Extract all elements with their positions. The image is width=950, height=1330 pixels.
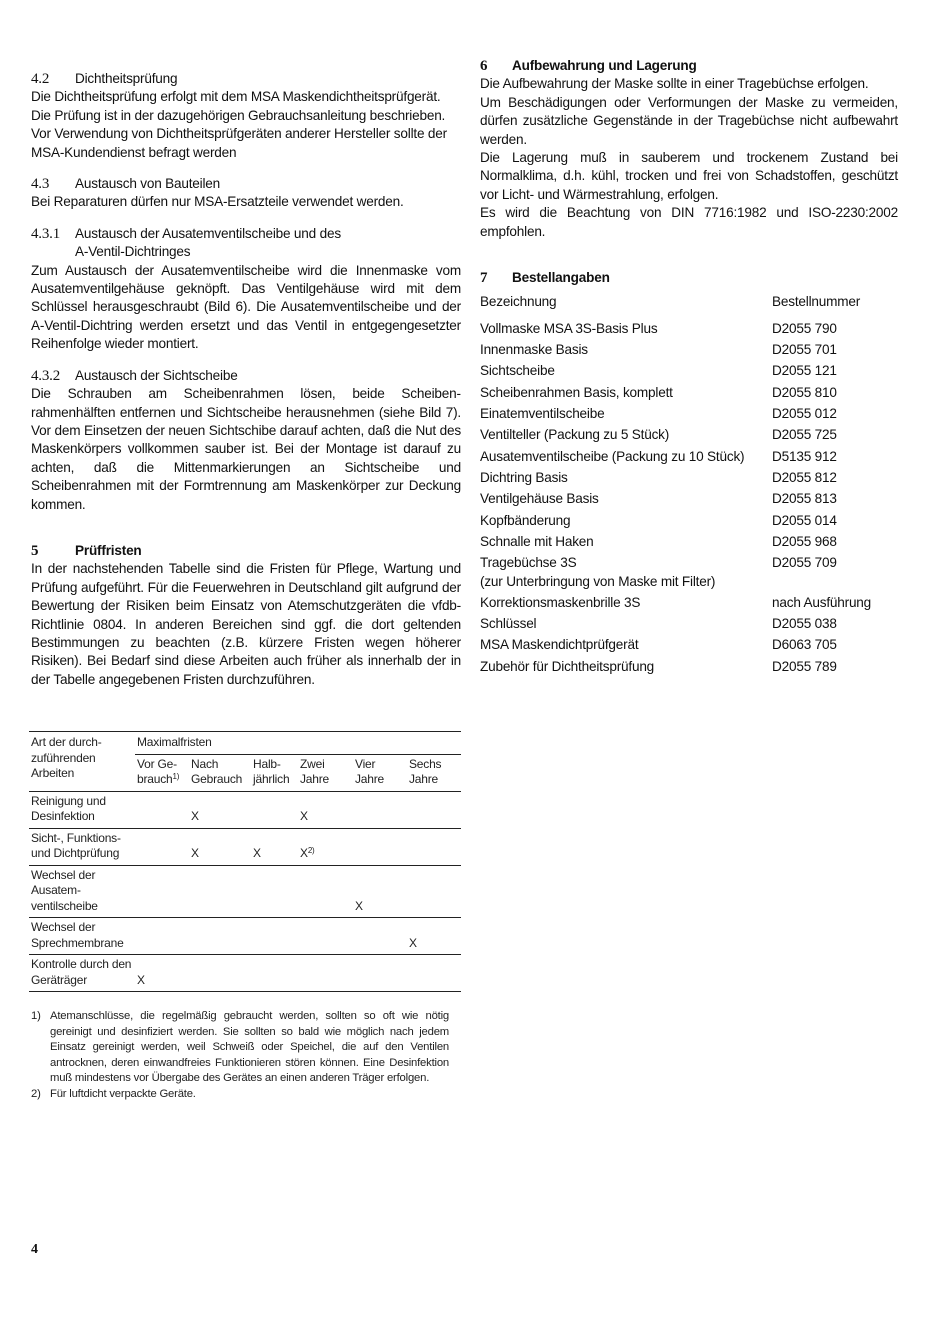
section-7-heading [480, 269, 898, 287]
right-column [480, 57, 898, 679]
table-cell [298, 955, 353, 992]
table-cell [135, 918, 189, 955]
table-column-header: Halb- jährlich [251, 754, 298, 791]
table-cell [298, 865, 353, 918]
table-cell [407, 828, 461, 865]
item-order-number: D2055 012 [772, 406, 837, 422]
item-name: Schnalle mit Haken [480, 533, 594, 549]
table-cell: X [189, 828, 251, 865]
list-item [480, 490, 898, 508]
section-title: Aufbewahrung und Lagerung [512, 58, 697, 73]
section-5-heading [31, 542, 461, 560]
item-name: Sichtscheibe [480, 363, 555, 379]
item-name: Zubehör für Dichtheitsprüfung [480, 658, 655, 674]
item-order-number: D2055 701 [772, 342, 837, 358]
text-line: Die Dichtheitsprüfung erfolgt mit dem MSA Maskendichtheitsprüfgerät. [31, 89, 441, 105]
list-item [480, 362, 898, 380]
table-row [29, 791, 461, 828]
item-order-number: D2055 709 [772, 555, 837, 571]
item-name: MSA Maskendichtprüfgerät [480, 637, 639, 653]
section-6-paragraph: Es wird die Beachtung von DIN 7716:1982 und ISO-2230:2002 empfohlen. [480, 205, 898, 239]
table-column-header: Vor Ge- brauch$^{1)}$ [135, 754, 189, 791]
list-item [480, 512, 898, 530]
table-column-header: Zwei Jahre [298, 754, 353, 791]
table-cell: X [407, 918, 461, 955]
table-cell [353, 791, 407, 828]
page-number: 4 [31, 1242, 38, 1257]
left-column [31, 70, 461, 689]
section-title: Austausch der Ausatemventilscheibe und des [75, 225, 341, 241]
table-cell [189, 955, 251, 992]
item-name: Ausatemventilscheibe (Packung zu 10 Stück) [480, 448, 745, 464]
item-order-number: D2055 789 [772, 658, 837, 674]
table-row [29, 865, 461, 918]
table-cell [251, 865, 298, 918]
section-number: 7 [480, 270, 488, 287]
table-cell [135, 828, 189, 865]
item-name: Kopfbänderung [480, 512, 571, 528]
item-order-number: D2055 790 [772, 320, 837, 336]
table-cell [353, 828, 407, 865]
footnotes [31, 1009, 449, 1103]
section-title: Austausch von Bauteilen [75, 176, 221, 192]
item-order-number: D2055 810 [772, 384, 837, 400]
list-item [480, 615, 898, 633]
section-title: Prüffristen [75, 542, 142, 558]
table-cell [407, 955, 461, 992]
text-line: Die Prüfung ist in der dazugehörigen Gebrauchsanleitung beschrieben. [31, 107, 446, 123]
item-order-number: D2055 968 [772, 533, 837, 549]
list-item [480, 320, 898, 338]
item-order-number: D2055 812 [772, 469, 837, 485]
list-item [480, 594, 898, 612]
section-4-3-1-text: Zum Austausch der Ausatemventilscheibe wird die Innenmaske vom Ausatemventilgehäuse geknöpft. Das Ventilgehäuse wird mit dem Schlüssel herausgeschraubt (Bild 6). Die Ausatemventilscheibe und der A-Ventil-Dichtring werden ersetzt und das Ventil in entgegengesetzter Reihenfolge wieder montiert. [31, 262, 461, 352]
table-cell: X [353, 865, 407, 918]
item-name: Tragebüchse 3S (zur Unterbringung von Maske mit Filter) [480, 555, 716, 589]
column-header-number: Bestellnummer [772, 294, 861, 310]
list-item [480, 636, 898, 654]
item-order-number: D5135 912 [772, 448, 837, 464]
list-item [480, 469, 898, 487]
item-name: Schlüssel [480, 616, 537, 632]
table-cell [189, 918, 251, 955]
section-6-paragraph: Um Beschädigungen oder Verformungen der Maske zu vermeiden, dürfen zusätzliche Gegenstände in der Tragebüchse nicht aufbewahrt werden. [480, 94, 898, 147]
list-item [480, 384, 898, 402]
list-item [480, 341, 898, 359]
section-title: Dichtheitsprüfung [75, 71, 178, 86]
section-6-paragraph: Die Lagerung muß in sauberem und trockenem Zustand bei Normalklima, d.h. kühl, trocken und frei von Schadstoffen, geschützt vor Licht- und Wärmestrahlung, erfolgen. [480, 150, 898, 202]
footnote: 1) Atemanschlüsse, die regelmäßig gebraucht werden, sollten so oft wie nötig gereinigt und desinfiziert werden. Sie sollten so bald wie möglich nach jedem Einsatz gereinigt werden, weil Schweiß oder Speichel, die auf den Ventilen antrocknen, deren einwandfreies Funktionieren stören können. Eine Desinfektion muß mindestens vor Übergabe des Gerätes an einen anderen Träger erfolgen. [31, 1010, 449, 1085]
list-item [480, 658, 898, 676]
row-label: Wechsel der Sprechmembrane [29, 918, 135, 955]
table-header-row [29, 732, 461, 755]
section-number: 4.3.2 [31, 367, 61, 384]
section-4-3-1-heading [31, 225, 461, 262]
table-header-max-intervals: Maximalfristen [135, 732, 461, 755]
table-cell [298, 918, 353, 955]
item-name: Innenmaske Basis [480, 342, 588, 358]
item-name: Dichtring Basis [480, 469, 568, 485]
list-item [480, 554, 898, 591]
section-4-2-heading [31, 70, 461, 88]
item-name: Ventilgehäuse Basis [480, 491, 599, 507]
section-title: Austausch der Sichtscheibe [75, 367, 238, 383]
table-column-header: Sechs Jahre [407, 754, 461, 791]
table-cell [407, 791, 461, 828]
list-item [480, 533, 898, 551]
item-order-number: D2055 121 [772, 363, 837, 379]
table-cell [353, 955, 407, 992]
table-cell [135, 865, 189, 918]
table-cell [135, 791, 189, 828]
text-line: MSA-Kundendienst befragt werden [31, 144, 237, 160]
section-number: 4.2 [31, 71, 50, 87]
table-cell [251, 791, 298, 828]
item-order-number: nach Ausführung [772, 594, 872, 610]
column-header-name: Bezeichnung [480, 294, 557, 310]
table-cell: X [298, 791, 353, 828]
table-row [29, 955, 461, 992]
item-order-number: D2055 038 [772, 616, 837, 632]
table-row [29, 918, 461, 955]
section-4-3-text: Bei Reparaturen dürfen nur MSA-Ersatzteile verwendet werden. [31, 194, 404, 210]
section-title: Bestellangaben [512, 270, 610, 286]
table-cell [407, 865, 461, 918]
table-cell [353, 918, 407, 955]
table-cell [189, 865, 251, 918]
item-name: Einatemventilscheibe [480, 406, 605, 422]
item-name: Ventilteller (Packung zu 5 Stück) [480, 427, 670, 443]
section-4-3-heading [31, 175, 461, 193]
order-list [480, 320, 898, 676]
table-cell: X [189, 791, 251, 828]
table-header-work: Art der durch- zuführenden Arbeiten [29, 732, 135, 792]
item-name: Vollmaske MSA 3S-Basis Plus [480, 320, 658, 336]
order-list-header [480, 293, 898, 311]
table-cell [251, 955, 298, 992]
section-4-3-2-text: Die Schrauben am Scheibenrahmen lösen, beide Scheibenrahmenhälften entfernen und Sichtscheibe herausnehmen (siehe Bild 7). Vor dem Einsetzen der neuen Sichtschibe darauf achten, daß die Nut des Maskenkörpers vollkommen sauber ist. Bei der Montage ist darauf zu achten, daß die Mittenmarkierungen an Sichtscheibe und Scheibenrahmen mit der Formtrennung am Maskenkörper zur Deckung kommen. [31, 386, 461, 512]
section-4-2-text [31, 88, 461, 162]
text-line: Vor Verwendung von Dichtheitsprüfgeräten anderer Hersteller sollte der [31, 126, 447, 142]
item-name: Korrektionsmaskenbrille 3S [480, 594, 641, 610]
item-order-number: D6063 705 [772, 637, 837, 653]
section-4-3-2-heading [31, 367, 461, 385]
footnote: 2) Für luftdicht verpackte Geräte. [31, 1087, 196, 1100]
list-item [480, 448, 898, 466]
table-row [29, 828, 461, 865]
row-label: Reinigung und Desinfektion [29, 791, 135, 828]
section-6-paragraph: Die Aufbewahrung der Maske sollte in einer Tragebüchse erfolgen. [480, 76, 869, 92]
section-number: 6 [480, 58, 488, 74]
row-label: Wechsel der Ausatem- ventilscheibe [29, 865, 135, 918]
section-6-heading [480, 57, 898, 75]
table-cell [251, 918, 298, 955]
item-name: Scheibenrahmen Basis, komplett [480, 384, 673, 400]
item-order-number: D2055 813 [772, 491, 837, 507]
table-cell: $X^{2)}$ [298, 828, 353, 865]
item-order-number: D2055 014 [772, 512, 837, 528]
table-column-header: Nach Gebrauch [189, 754, 251, 791]
section-number: 4.3 [31, 176, 50, 193]
table-cell: X [251, 828, 298, 865]
section-number: 5 [31, 542, 39, 559]
section-5-text: In der nachstehenden Tabelle sind die Fristen für Pflege, Wartung und Prüfung aufgeführt. Für die Feuerwehren in Deutschland gilt aufgrund der Bewertung der Risiken beim Einsatz von Atemschutzgeräten die vfdb-Richtlinie 0804. In anderen Bereichen sind ggf. die dort geltenden Bestimmungen zu beachten (z.B. kürzere Fristen wegen höherer Risiken). Bei Bedarf sind diese Arbeiten auch früher als innerhalb der in der Tabelle angegebenen Fristen durchzuführen. [31, 561, 461, 687]
table-cell: X [135, 955, 189, 992]
row-label: Kontrolle durch den Geräträger [29, 955, 135, 992]
row-label: Sicht-, Funktions- und Dichtprüfung [29, 828, 135, 865]
table-column-header: Vier Jahre [353, 754, 407, 791]
list-item [480, 405, 898, 423]
section-number: 4.3.1 [31, 225, 61, 242]
section-title-cont: A-Ventil-Dichtringes [75, 244, 191, 260]
maintenance-intervals-table [29, 731, 461, 992]
list-item [480, 426, 898, 444]
item-order-number: D2055 725 [772, 427, 837, 443]
